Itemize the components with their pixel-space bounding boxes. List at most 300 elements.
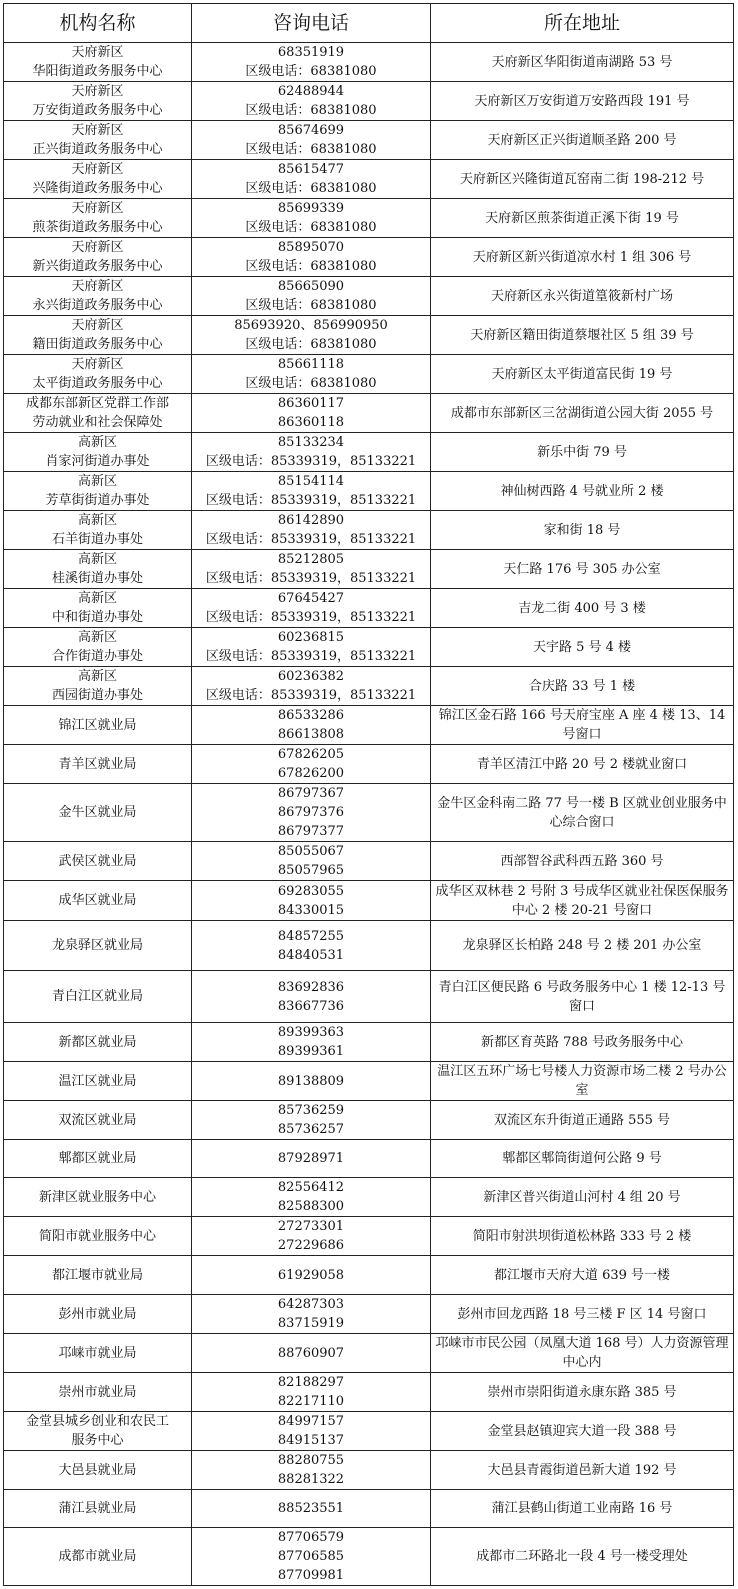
org-name-cell: [4, 238, 192, 277]
address-cell: [431, 881, 734, 921]
phone-cell-line: 88280755: [277, 1453, 345, 1468]
header-row: [4, 4, 734, 43]
org-name-cell: [4, 1490, 192, 1528]
phone-cell-line: 89138809: [277, 1073, 345, 1089]
phone-cell-line: 区级电话：85339319，85133221: [205, 610, 417, 625]
phone-cell-line: 区级电话：68381080: [245, 298, 377, 313]
table-row: [4, 511, 734, 550]
phone-cell-line: 84915137: [277, 1433, 345, 1448]
org-name-cell-line: 金堂县城乡创业和农民工: [25, 1414, 169, 1429]
org-name-cell-line: 天府新区: [71, 123, 124, 138]
phone-cell-line: 84840531: [277, 947, 345, 963]
org-name-cell: [4, 1528, 192, 1586]
phone-cell: [192, 1140, 431, 1178]
org-name-cell-line: 中和街道办事处: [51, 610, 143, 625]
address-cell: [431, 1295, 734, 1334]
phone-cell: [192, 971, 431, 1023]
phone-cell-line: 85693920、856990950: [234, 318, 388, 333]
address-cell: [431, 43, 734, 82]
org-name-cell-line: 石羊街道办事处: [51, 532, 143, 547]
address-text: 新津区普兴街道山河村 4 组 20 号: [483, 1189, 681, 1205]
address-cell: [431, 1528, 734, 1586]
address-cell: [431, 121, 734, 160]
address-cell: [431, 706, 734, 745]
org-name-cell: [4, 1373, 192, 1412]
table-row: [4, 160, 734, 199]
table-row: [4, 550, 734, 589]
address-text: 金牛区金科南二路 77 号一楼 B 区就业创业服务中心综合窗口: [437, 795, 727, 830]
phone-cell-line: 86613808: [277, 727, 345, 742]
address-text: 天府新区新兴街道凉水村 1 组 306 号: [472, 249, 692, 265]
address-cell: [431, 1373, 734, 1412]
address-cell: [431, 745, 734, 784]
phone-cell: [192, 1528, 431, 1586]
org-name-cell-line: 华阳街道政务服务中心: [32, 64, 163, 79]
org-name-cell-line: 正兴街道政务服务中心: [32, 142, 163, 157]
phone-cell-line: 60236815: [277, 630, 345, 645]
org-name-cell: [4, 628, 192, 667]
address-cell: [431, 1256, 734, 1295]
org-name-cell-line: 成都市就业局: [58, 1549, 137, 1564]
org-name-cell: [4, 1140, 192, 1178]
table-row: [4, 589, 734, 628]
phone-cell-line: 88523551: [277, 1501, 345, 1516]
org-name-cell: [4, 1101, 192, 1140]
address-text: 天府新区太平街道富民街 19 号: [491, 366, 673, 382]
phone-cell: [192, 550, 431, 589]
address-text: 温江区五环广场七号楼人力资源市场二楼 2 号办公室: [437, 1064, 727, 1098]
phone-cell-line: 区级电话：68381080: [245, 220, 377, 235]
phone-cell-line: 区级电话：68381080: [245, 376, 377, 391]
phone-cell: [192, 842, 431, 881]
phone-cell-line: 85699339: [277, 201, 345, 216]
phone-cell: [192, 1062, 431, 1101]
org-name-cell: [4, 199, 192, 238]
table-row: [4, 238, 734, 277]
table-row: [4, 784, 734, 842]
address-cell: [431, 511, 734, 550]
table-row: [4, 316, 734, 355]
address-cell: [431, 1101, 734, 1140]
phone-cell: [192, 1490, 431, 1528]
phone-cell: [192, 43, 431, 82]
org-name-cell-line: 崇州市就业局: [58, 1384, 137, 1400]
table-row: [4, 1412, 734, 1451]
table-row: [4, 1373, 734, 1412]
employment-service-table: [3, 3, 734, 1586]
phone-cell-line: 86533286: [277, 708, 345, 723]
org-name-cell: [4, 971, 192, 1023]
phone-cell-line: 85736257: [277, 1122, 345, 1137]
table-row: [4, 1101, 734, 1140]
org-name-cell-line: 高新区: [77, 630, 117, 645]
table-row: [4, 1023, 734, 1062]
org-name-cell-line: 大邑县就业局: [58, 1462, 137, 1478]
phone-cell: [192, 1101, 431, 1140]
phone-cell-line: 86142890: [277, 513, 345, 528]
address-text: 天府新区万安街道万安路西段 191 号: [474, 93, 690, 109]
org-name-cell: [4, 842, 192, 881]
phone-cell-line: 82588300: [277, 1199, 345, 1214]
org-name-cell-line: 西园街道办事处: [51, 688, 143, 703]
address-text: 天府新区永兴街道篁筱新村广场: [490, 288, 673, 304]
phone-cell-line: 区级电话：85339319，85133221: [205, 454, 417, 469]
table-row: [4, 628, 734, 667]
address-text: 西部智谷武科西五路 360 号: [500, 853, 664, 869]
address-text: 新乐中街 79 号: [537, 444, 627, 460]
org-name-cell: [4, 1256, 192, 1295]
org-name-cell: [4, 706, 192, 745]
org-name-cell-line: 天府新区: [71, 318, 124, 333]
address-cell: [431, 667, 734, 706]
phone-cell: [192, 1295, 431, 1334]
table-row: [4, 881, 734, 921]
org-name-cell-line: 新兴街道政务服务中心: [32, 259, 163, 274]
table-row: [4, 1256, 734, 1295]
address-cell: [431, 921, 734, 971]
address-cell: [431, 1334, 734, 1373]
org-name-cell: [4, 1062, 192, 1101]
header-phone: 咨询电话: [192, 4, 431, 43]
phone-cell-line: 86360117: [277, 396, 345, 411]
phone-cell-line: 85661118: [277, 357, 345, 372]
phone-cell-line: 60236382: [277, 669, 345, 684]
address-cell: [431, 1217, 734, 1256]
org-name-cell-line: 都江堰市就业局: [51, 1267, 143, 1283]
org-name-cell: [4, 433, 192, 472]
org-name-cell-line: 万安街道政务服务中心: [32, 103, 163, 118]
table-row: [4, 1490, 734, 1528]
phone-cell: [192, 82, 431, 121]
phone-cell: [192, 433, 431, 472]
address-text: 天府新区正兴街道顺圣路 200 号: [487, 132, 677, 148]
phone-cell-line: 85154114: [277, 474, 345, 489]
phone-cell: [192, 784, 431, 842]
org-name-cell-line: 天府新区: [71, 84, 124, 99]
phone-cell-line: 85133234: [277, 435, 345, 450]
phone-cell: [192, 921, 431, 971]
org-name-cell-line: 高新区: [77, 552, 117, 567]
phone-cell-line: 86360118: [277, 415, 345, 430]
phone-cell-line: 区级电话：68381080: [245, 181, 377, 196]
address-text: 吉龙二街 400 号 3 楼: [518, 600, 646, 616]
address-text: 神仙树西路 4 号就业所 2 楼: [500, 483, 664, 499]
phone-cell-line: 87706579: [277, 1530, 345, 1545]
phone-cell-line: 区级电话：85339319，85133221: [205, 493, 417, 508]
phone-cell-line: 27229686: [277, 1238, 345, 1253]
org-name-cell: [4, 784, 192, 842]
org-name-cell: [4, 82, 192, 121]
address-cell: [431, 550, 734, 589]
phone-cell: [192, 589, 431, 628]
phone-cell-line: 86797377: [277, 824, 345, 839]
address-text: 合庆路 33 号 1 楼: [528, 678, 636, 694]
address-text: 青羊区清江中路 20 号 2 楼就业窗口: [476, 756, 688, 772]
org-name-cell-line: 高新区: [77, 435, 117, 450]
address-cell: [431, 355, 734, 394]
org-name-cell: [4, 43, 192, 82]
header-address: 所在地址: [431, 4, 734, 43]
table-row: [4, 1451, 734, 1490]
address-text: 邛崃市市民公园（凤凰大道 168 号）人力资源管理中心内: [435, 1336, 729, 1370]
phone-cell-line: 区级电话：85339319，85133221: [205, 532, 417, 547]
phone-cell: [192, 1023, 431, 1062]
table-row: [4, 667, 734, 706]
table-row: [4, 43, 734, 82]
phone-cell-line: 82217110: [277, 1394, 345, 1409]
address-text: 双流区东升街道正通路 555 号: [493, 1112, 671, 1128]
phone-cell: [192, 316, 431, 355]
org-name-cell-line: 高新区: [77, 591, 117, 606]
table-row: [4, 1528, 734, 1586]
phone-cell-line: 85615477: [277, 162, 345, 177]
org-name-cell-line: 蒲江县就业局: [58, 1501, 137, 1516]
address-text: 金堂县赵镇迎宾大道一段 388 号: [487, 1423, 677, 1439]
org-name-cell-line: 合作街道办事处: [51, 649, 143, 664]
org-name-cell-line: 天府新区: [71, 162, 124, 177]
address-cell: [431, 1062, 734, 1101]
phone-cell: [192, 160, 431, 199]
org-name-cell-line: 金牛区就业局: [58, 805, 137, 820]
phone-cell: [192, 472, 431, 511]
org-name-cell-line: 肖家河街道办事处: [45, 454, 150, 469]
org-name-cell: [4, 121, 192, 160]
phone-cell: [192, 355, 431, 394]
org-name-cell-line: 新都区就业局: [58, 1034, 137, 1050]
phone-cell-line: 83667736: [277, 998, 345, 1014]
address-cell: [431, 971, 734, 1023]
org-name-cell: [4, 881, 192, 921]
org-name-cell-line: 煎茶街道政务服务中心: [32, 220, 163, 235]
org-name-cell: [4, 667, 192, 706]
org-name-cell-line: 高新区: [77, 474, 117, 489]
phone-cell-line: 89399361: [277, 1044, 345, 1059]
phone-cell-line: 88281322: [277, 1472, 345, 1487]
table-row: [4, 921, 734, 971]
address-text: 成都市二环路北一段 4 号一楼受理处: [476, 1549, 688, 1564]
org-name-cell-line: 芳草街街道办事处: [45, 493, 150, 508]
phone-cell: [192, 1334, 431, 1373]
address-cell: [431, 1412, 734, 1451]
phone-cell-line: 89399363: [277, 1025, 345, 1040]
address-cell: [431, 160, 734, 199]
phone-cell-line: 区级电话：85339319，85133221: [205, 571, 417, 586]
phone-cell: [192, 394, 431, 433]
org-name-cell-line: 新津区就业服务中心: [38, 1189, 156, 1205]
table-row: [4, 745, 734, 784]
phone-cell-line: 85057965: [277, 863, 345, 878]
org-name-cell: [4, 550, 192, 589]
address-cell: [431, 1140, 734, 1178]
phone-cell-line: 区级电话：85339319，85133221: [205, 688, 417, 703]
phone-cell: [192, 1412, 431, 1451]
table-row: [4, 1217, 734, 1256]
table-row: [4, 433, 734, 472]
org-name-cell: [4, 1412, 192, 1451]
address-cell: [431, 433, 734, 472]
address-text: 郫都区郫筒街道何公路 9 号: [502, 1151, 662, 1166]
address-cell: [431, 277, 734, 316]
phone-cell-line: 67826205: [277, 747, 345, 762]
org-name-cell-line: 彭州市就业局: [58, 1306, 137, 1322]
org-name-cell-line: 成都东部新区党群工作部: [25, 396, 169, 411]
table-row: [4, 706, 734, 745]
address-cell: [431, 394, 734, 433]
address-cell: [431, 589, 734, 628]
org-name-cell-line: 籍田街道政务服务中心: [32, 337, 163, 352]
address-text: 天府新区兴隆街道瓦窑南二街 198-212 号: [459, 171, 705, 187]
org-name-cell-line: 天府新区: [71, 357, 124, 372]
org-name-cell-line: 龙泉驿区就业局: [51, 938, 143, 953]
org-name-cell-line: 天府新区: [71, 45, 124, 60]
table-row: [4, 82, 734, 121]
address-cell: [431, 1023, 734, 1062]
org-name-cell-line: 高新区: [77, 669, 117, 684]
phone-cell-line: 85055067: [277, 844, 345, 859]
address-text: 天府新区华阳街道南湖路 53 号: [491, 54, 673, 70]
phone-cell: [192, 706, 431, 745]
phone-cell-line: 69283055: [277, 883, 345, 899]
org-name-cell-line: 青白江区就业局: [51, 989, 143, 1004]
phone-cell-line: 83715919: [277, 1316, 345, 1331]
table-row: [4, 1062, 734, 1101]
org-name-cell: [4, 472, 192, 511]
address-text: 成华区双林巷 2 号附 3 号成华区就业社保医保服务中心 2 楼 20-21 号窗口: [435, 883, 729, 918]
table-row: [4, 1334, 734, 1373]
phone-cell-line: 85212805: [277, 552, 345, 567]
org-name-cell: [4, 1178, 192, 1217]
phone-cell-line: 区级电话：68381080: [245, 142, 377, 157]
org-name-cell-line: 武侯区就业局: [58, 853, 137, 869]
phone-cell-line: 85674699: [277, 123, 345, 138]
org-name-cell-line: 邛崃市就业局: [58, 1345, 137, 1361]
org-name-cell: [4, 589, 192, 628]
phone-cell: [192, 1373, 431, 1412]
org-name-cell-line: 简阳市就业服务中心: [38, 1228, 156, 1244]
table-row: [4, 1295, 734, 1334]
phone-cell-line: 区级电话：68381080: [245, 103, 377, 118]
org-name-cell: [4, 921, 192, 971]
address-text: 天府新区煎茶街道正溪下街 19 号: [485, 210, 679, 226]
address-text: 龙泉驿区长柏路 248 号 2 楼 201 办公室: [462, 938, 702, 953]
phone-cell: [192, 1178, 431, 1217]
phone-cell-line: 区级电话：68381080: [245, 259, 377, 274]
phone-cell-line: 86797376: [277, 805, 345, 820]
phone-cell: [192, 745, 431, 784]
org-name-cell: [4, 355, 192, 394]
org-name-cell-line: 劳动就业和社会保障处: [32, 415, 163, 430]
org-name-cell: [4, 1217, 192, 1256]
phone-cell-line: 67645427: [277, 591, 345, 606]
phone-cell-line: 67826200: [277, 766, 345, 781]
phone-cell-line: 84330015: [277, 902, 345, 918]
phone-cell-line: 62488944: [277, 84, 345, 99]
phone-cell-line: 83692836: [277, 979, 345, 995]
phone-cell: [192, 1217, 431, 1256]
org-name-cell-line: 锦江区就业局: [58, 717, 137, 733]
address-text: 彭州市回龙西路 18 号三楼 F 区 14 号窗口: [457, 1306, 707, 1322]
org-name-cell-line: 成华区就业局: [58, 893, 137, 908]
table-row: [4, 277, 734, 316]
phone-cell: [192, 1256, 431, 1295]
org-name-cell: [4, 277, 192, 316]
address-cell: [431, 238, 734, 277]
phone-cell-line: 87706585: [277, 1549, 345, 1564]
phone-cell-line: 88760907: [277, 1345, 345, 1361]
org-name-cell-line: 高新区: [77, 513, 117, 528]
table-row: [4, 394, 734, 433]
org-name-cell-line: 天府新区: [71, 240, 124, 255]
address-cell: [431, 1178, 734, 1217]
address-text: 天府新区籍田街道蔡堰社区 5 组 39 号: [470, 327, 694, 343]
phone-cell-line: 87928971: [277, 1151, 345, 1166]
org-name-cell: [4, 1334, 192, 1373]
address-text: 家和街 18 号: [543, 522, 621, 538]
org-name-cell: [4, 745, 192, 784]
address-cell: [431, 472, 734, 511]
address-cell: [431, 842, 734, 881]
phone-cell-line: 68351919: [277, 45, 345, 60]
table-row: [4, 971, 734, 1023]
org-name-cell-line: 温江区就业局: [58, 1073, 137, 1089]
org-name-cell: [4, 1451, 192, 1490]
phone-cell-line: 82188297: [277, 1375, 345, 1390]
phone-cell-line: 84857255: [277, 928, 345, 944]
address-text: 新都区育英路 788 号政务服务中心: [480, 1034, 684, 1050]
phone-cell-line: 61929058: [277, 1267, 345, 1283]
address-cell: [431, 316, 734, 355]
phone-cell: [192, 1451, 431, 1490]
org-name-cell-line: 天府新区: [71, 201, 124, 216]
table-row: [4, 842, 734, 881]
address-cell: [431, 82, 734, 121]
org-name-cell: [4, 394, 192, 433]
phone-cell-line: 64287303: [277, 1297, 345, 1312]
table-row: [4, 121, 734, 160]
org-name-cell-line: 桂溪街道办事处: [51, 571, 143, 586]
address-text: 天宇路 5 号 4 楼: [532, 639, 632, 655]
phone-cell-line: 85736259: [277, 1103, 345, 1118]
address-text: 简阳市射洪坝街道松林路 333 号 2 楼: [472, 1228, 692, 1244]
phone-cell-line: 82556412: [277, 1180, 345, 1195]
address-text: 崇州市崇阳街道永康东路 385 号: [487, 1384, 677, 1400]
phone-cell: [192, 881, 431, 921]
org-name-cell: [4, 1023, 192, 1062]
phone-cell-line: 84997157: [277, 1414, 345, 1429]
phone-cell: [192, 511, 431, 550]
table-row: [4, 1140, 734, 1178]
phone-cell-line: 区级电话：85339319，85133221: [205, 649, 417, 664]
table-row: [4, 199, 734, 238]
phone-cell-line: 85665090: [277, 279, 345, 294]
org-name-cell-line: 天府新区: [71, 279, 124, 294]
address-text: 都江堰市天府大道 639 号一楼: [493, 1267, 671, 1283]
org-name-cell-line: 青羊区就业局: [58, 756, 137, 772]
address-text: 锦江区金石路 166 号天府宝座 A 座 4 楼 13、14 号窗口: [438, 708, 726, 742]
phone-cell-line: 区级电话：68381080: [245, 337, 377, 352]
org-name-cell: [4, 160, 192, 199]
org-name-cell-line: 太平街道政务服务中心: [32, 376, 163, 391]
org-name-cell-line: 双流区就业局: [58, 1112, 137, 1128]
org-name-cell-line: 永兴街道政务服务中心: [32, 298, 163, 313]
address-cell: [431, 199, 734, 238]
org-name-cell-line: 郫都区就业局: [58, 1151, 137, 1166]
address-cell: [431, 628, 734, 667]
address-cell: [431, 1490, 734, 1528]
address-cell: [431, 1451, 734, 1490]
address-text: 成都市东部新区三岔湖街道公园大街 2055 号: [450, 405, 714, 421]
table-row: [4, 1178, 734, 1217]
